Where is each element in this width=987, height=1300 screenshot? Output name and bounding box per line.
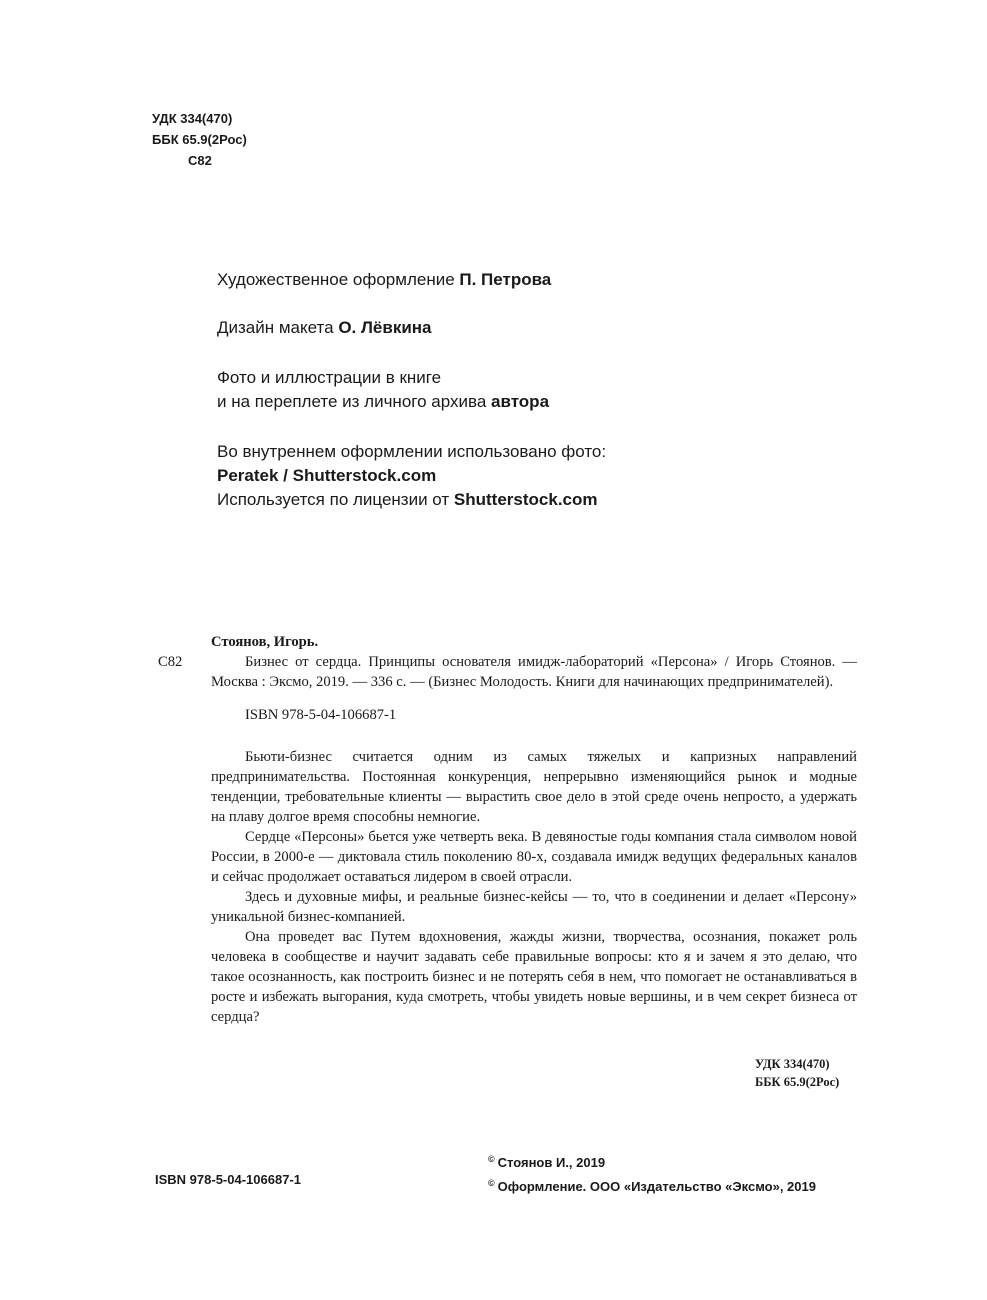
annotation-paragraph: Она проведет вас Путем вдохновения, жажды жизни, творчества, осознания, покажет роль человека в сообществе и научит задавать себе правильные вопросы: кто я и зачем я это делаю, что такое осознанность, как построить бизнес и не потерять себя в нем, что помогает не останавливаться в росте и избежать выгорания, куда смотреть, чтобы увидеть новые вершины, и в чем секрет бизнеса от сердца? <box>211 929 857 1025</box>
art-designer-name: П. Петрова <box>459 270 552 289</box>
udk-code: УДК 334(470) <box>755 1057 830 1071</box>
stock-photo-credit: Во внутреннем оформлении использовано фото: Peratek / Shutterstock.com Используется по лицензии от Shutterstock.com <box>217 442 607 509</box>
layout-designer-name: О. Лёвкина <box>338 318 432 337</box>
classification-codes-bottom <box>755 1055 839 1091</box>
photo-credit: Фото и иллюстрации в книге и на переплете из личного архива автора <box>217 368 550 411</box>
annotation-paragraph: Сердце «Персоны» бьется уже четверть века. В девяностые годы компания стала символом новой России, в 2000-е — диктовала стиль поколению 80-х, создавала имидж ведущих федеральных каналов и сейчас продолжает оставаться лидером в своей отрасли. <box>211 829 857 885</box>
entry-author-mark: С82 <box>158 654 183 670</box>
classification-codes-top <box>152 108 247 171</box>
annotation-paragraph: Бьюти-бизнес считается одним из самых тяжелых и капризных направлений предпринимательства. Постоянная конкуренция, непрерывно изменяющийся рынок и модные тенденции, требовательные клиенты — вырастить свое дело в этой среде очень непросто, а удержать на плаву долгое время способны немногие. <box>211 749 857 825</box>
art-design-credit: Художественное оформление П. Петрова <box>217 270 552 289</box>
udk-code: УДК 334(470) <box>152 111 233 126</box>
bbk-code: ББК 65.9(2Рос) <box>152 132 247 147</box>
layout-design-credit: Дизайн макета О. Лёвкина <box>217 318 432 337</box>
isbn-bottom: ISBN 978-5-04-106687-1 <box>155 1172 301 1187</box>
catalog-entry <box>211 632 857 1027</box>
entry-bibliography: Бизнес от сердца. Принципы основателя имидж-лабораторий «Персона» / Игорь Стоянов. — Москва : Эксмо, 2019. — 336 с. — (Бизнес Молодость. Книги для начинающих предпринимателей). <box>211 654 857 690</box>
copyright-icon: © <box>488 1154 495 1164</box>
bbk-code: ББК 65.9(2Рос) <box>755 1075 840 1089</box>
entry-isbn: ISBN 978-5-04-106687-1 <box>245 707 397 723</box>
copyright-author: © Стоянов И., 2019 <box>488 1154 606 1170</box>
copyright-publisher: © Оформление. ООО «Издательство «Эксмо», 2019 <box>488 1178 816 1194</box>
author-mark: С82 <box>188 153 212 168</box>
annotation <box>211 747 857 1027</box>
annotation-paragraph: Здесь и духовные мифы, и реальные бизнес-кейсы — то, что в соединении и делает «Персону» уникальной бизнес-компанией. <box>211 889 857 925</box>
entry-author: Стоянов, Игорь. <box>211 634 319 650</box>
copyright-icon: © <box>488 1178 495 1188</box>
copyright-block <box>488 1149 816 1197</box>
